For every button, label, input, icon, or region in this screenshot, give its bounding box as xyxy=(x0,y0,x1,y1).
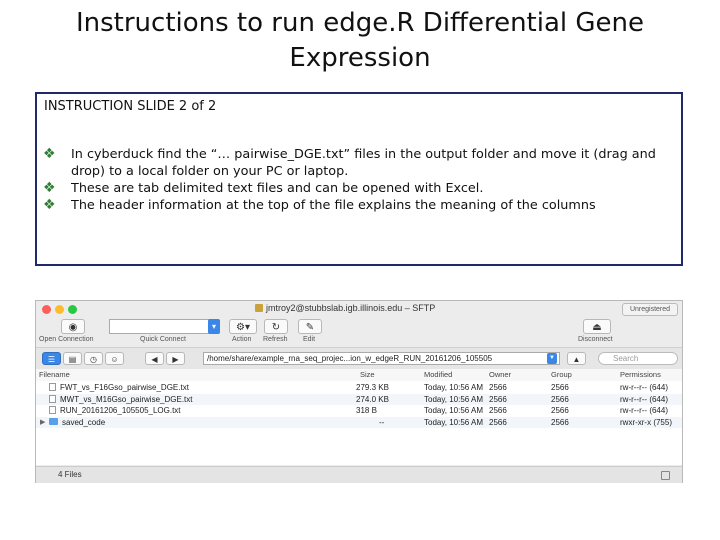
edit-label: Edit xyxy=(303,336,316,343)
edit-button[interactable] xyxy=(298,319,322,334)
text-file-icon xyxy=(49,383,56,391)
slide-label: INSTRUCTION SLIDE 2 of 2 xyxy=(44,99,217,114)
file-name: RUN_20161206_105505_LOG.txt xyxy=(60,406,181,415)
folder-icon xyxy=(49,418,58,425)
file-name: MWT_vs_M16Gso_pairwise_DGE.txt xyxy=(60,394,193,404)
globe-icon: ◉ xyxy=(68,322,78,333)
list-item xyxy=(43,180,673,197)
refresh-button[interactable] xyxy=(264,319,288,334)
arrow-up-icon: ▲ xyxy=(572,355,581,364)
refresh-label: Refresh xyxy=(263,336,288,343)
file-owner: 2566 xyxy=(489,394,507,404)
table-row[interactable] xyxy=(36,394,682,406)
diamond-bullet-icon: ❖ xyxy=(43,180,56,196)
action-label: Action xyxy=(232,336,252,343)
history-view-button[interactable] xyxy=(84,352,103,365)
file-modified: Today, 10:56 AM xyxy=(424,394,483,404)
book-icon: ▤ xyxy=(68,355,77,364)
chevron-down-icon: ▾ xyxy=(211,322,216,331)
gear-icon: ⚙▾ xyxy=(236,322,250,333)
open-connection-label: Open Connection xyxy=(39,336,94,343)
chevron-right-icon: ▶ xyxy=(172,355,179,364)
close-window-button[interactable] xyxy=(42,305,51,314)
text-file-icon xyxy=(49,395,56,403)
file-permissions: rwxr-xr-x (755) xyxy=(620,417,672,427)
file-permissions: rw-r--r-- (644) xyxy=(620,394,668,404)
toolbar xyxy=(36,317,682,346)
refresh-icon: ↻ xyxy=(271,322,281,333)
diamond-bullet-icon: ❖ xyxy=(43,146,56,162)
column-header-owner[interactable]: Owner xyxy=(489,370,512,379)
column-header-permissions[interactable]: Permissions xyxy=(620,370,661,379)
slide-title-line-1: Instructions to run edge.R Differential Gene xyxy=(75,8,645,38)
file-name: FWT_vs_F16Gso_pairwise_DGE.txt xyxy=(60,383,189,392)
bullet-text: These are tab delimited text files and can be opened with Excel. xyxy=(71,181,484,196)
quick-connect-label: Quick Connect xyxy=(140,336,186,343)
action-button[interactable] xyxy=(229,319,257,334)
parent-directory-button[interactable] xyxy=(567,352,586,365)
folder-path-text: /home/share/example_rna_seq_projec...ion_w_edgeR_RUN_20161206_105505 xyxy=(207,354,493,363)
file-group: 2566 xyxy=(551,383,569,392)
minimize-window-button[interactable] xyxy=(55,305,64,314)
status-bar xyxy=(36,466,682,483)
cyberduck-window xyxy=(35,300,683,483)
bonjour-icon: ☺ xyxy=(110,355,119,364)
disconnect-label: Disconnect xyxy=(578,336,613,343)
diamond-bullet-icon: ❖ xyxy=(43,197,56,213)
file-permissions: rw-r--r-- (644) xyxy=(620,383,668,392)
disconnect-button[interactable] xyxy=(583,319,611,334)
column-header-size[interactable]: Size xyxy=(360,370,375,379)
chevron-down-icon: ▼ xyxy=(549,355,555,361)
file-group: 2566 xyxy=(551,394,569,404)
lock-icon xyxy=(255,304,263,312)
file-list xyxy=(36,382,682,428)
file-size: 274.0 KB xyxy=(356,394,389,404)
file-owner: 2566 xyxy=(489,383,507,392)
file-size: -- xyxy=(379,417,385,427)
file-modified: Today, 10:56 AM xyxy=(424,383,483,392)
bullet-text: In cyberduck find the “… pairwise_DGE.txt” files in the output folder and move it (drag and drop) to a local folder on your PC or laptop. xyxy=(71,147,656,179)
table-row[interactable] xyxy=(36,417,682,429)
list-item xyxy=(43,197,673,214)
file-owner: 2566 xyxy=(489,406,507,415)
instruction-box xyxy=(35,92,683,266)
file-group: 2566 xyxy=(551,417,569,427)
navigation-bar xyxy=(36,347,682,371)
clock-icon: ◷ xyxy=(90,355,97,364)
bullet-text: The header information at the top of the file explains the meaning of the columns xyxy=(71,198,596,213)
table-row[interactable] xyxy=(36,382,682,394)
file-count: 4 Files xyxy=(58,470,82,479)
zoom-window-button[interactable] xyxy=(68,305,77,314)
path-dropdown-button[interactable] xyxy=(547,353,557,364)
forward-button[interactable] xyxy=(166,352,185,365)
window-titlebar xyxy=(36,301,682,317)
column-header-group[interactable]: Group xyxy=(551,370,572,379)
file-name: saved_code xyxy=(62,417,106,427)
list-item xyxy=(43,146,673,180)
eject-icon: ⏏ xyxy=(592,322,602,333)
file-modified: Today, 10:56 AM xyxy=(424,406,483,415)
instruction-list xyxy=(43,146,673,214)
column-header-modified[interactable]: Modified xyxy=(424,370,453,379)
unregistered-badge[interactable]: Unregistered xyxy=(622,303,678,316)
file-size: 318 B xyxy=(356,406,377,415)
list-icon: ☰ xyxy=(47,355,56,364)
window-title: jmtroy2@stubbslab.igb.illinois.edu – SFTP xyxy=(266,303,436,313)
table-row[interactable] xyxy=(36,405,682,417)
quick-connect-input[interactable] xyxy=(109,319,214,334)
path-selector[interactable] xyxy=(203,352,560,365)
back-button[interactable] xyxy=(145,352,164,365)
file-size: 279.3 KB xyxy=(356,383,389,392)
column-header-filename[interactable]: Filename xyxy=(39,370,70,379)
bookmarks-view-button[interactable] xyxy=(63,352,82,365)
file-group: 2566 xyxy=(551,406,569,415)
open-connection-button[interactable] xyxy=(61,319,85,334)
quick-connect-dropdown[interactable] xyxy=(208,319,220,334)
chevron-left-icon: ◀ xyxy=(151,355,158,364)
browser-view-button[interactable] xyxy=(42,352,61,365)
slide-title xyxy=(40,6,680,76)
pencil-icon: ✎ xyxy=(305,322,315,333)
text-file-icon xyxy=(49,406,56,414)
file-owner: 2566 xyxy=(489,417,507,427)
file-modified: Today, 10:56 AM xyxy=(424,417,483,427)
search-input[interactable]: Search xyxy=(598,352,678,365)
slide-title-line-2: Expression xyxy=(289,43,431,73)
lock-icon xyxy=(661,471,670,480)
bonjour-view-button[interactable] xyxy=(105,352,124,365)
disclosure-triangle-icon[interactable]: ▶ xyxy=(40,418,46,426)
file-permissions: rw-r--r-- (644) xyxy=(620,406,668,415)
